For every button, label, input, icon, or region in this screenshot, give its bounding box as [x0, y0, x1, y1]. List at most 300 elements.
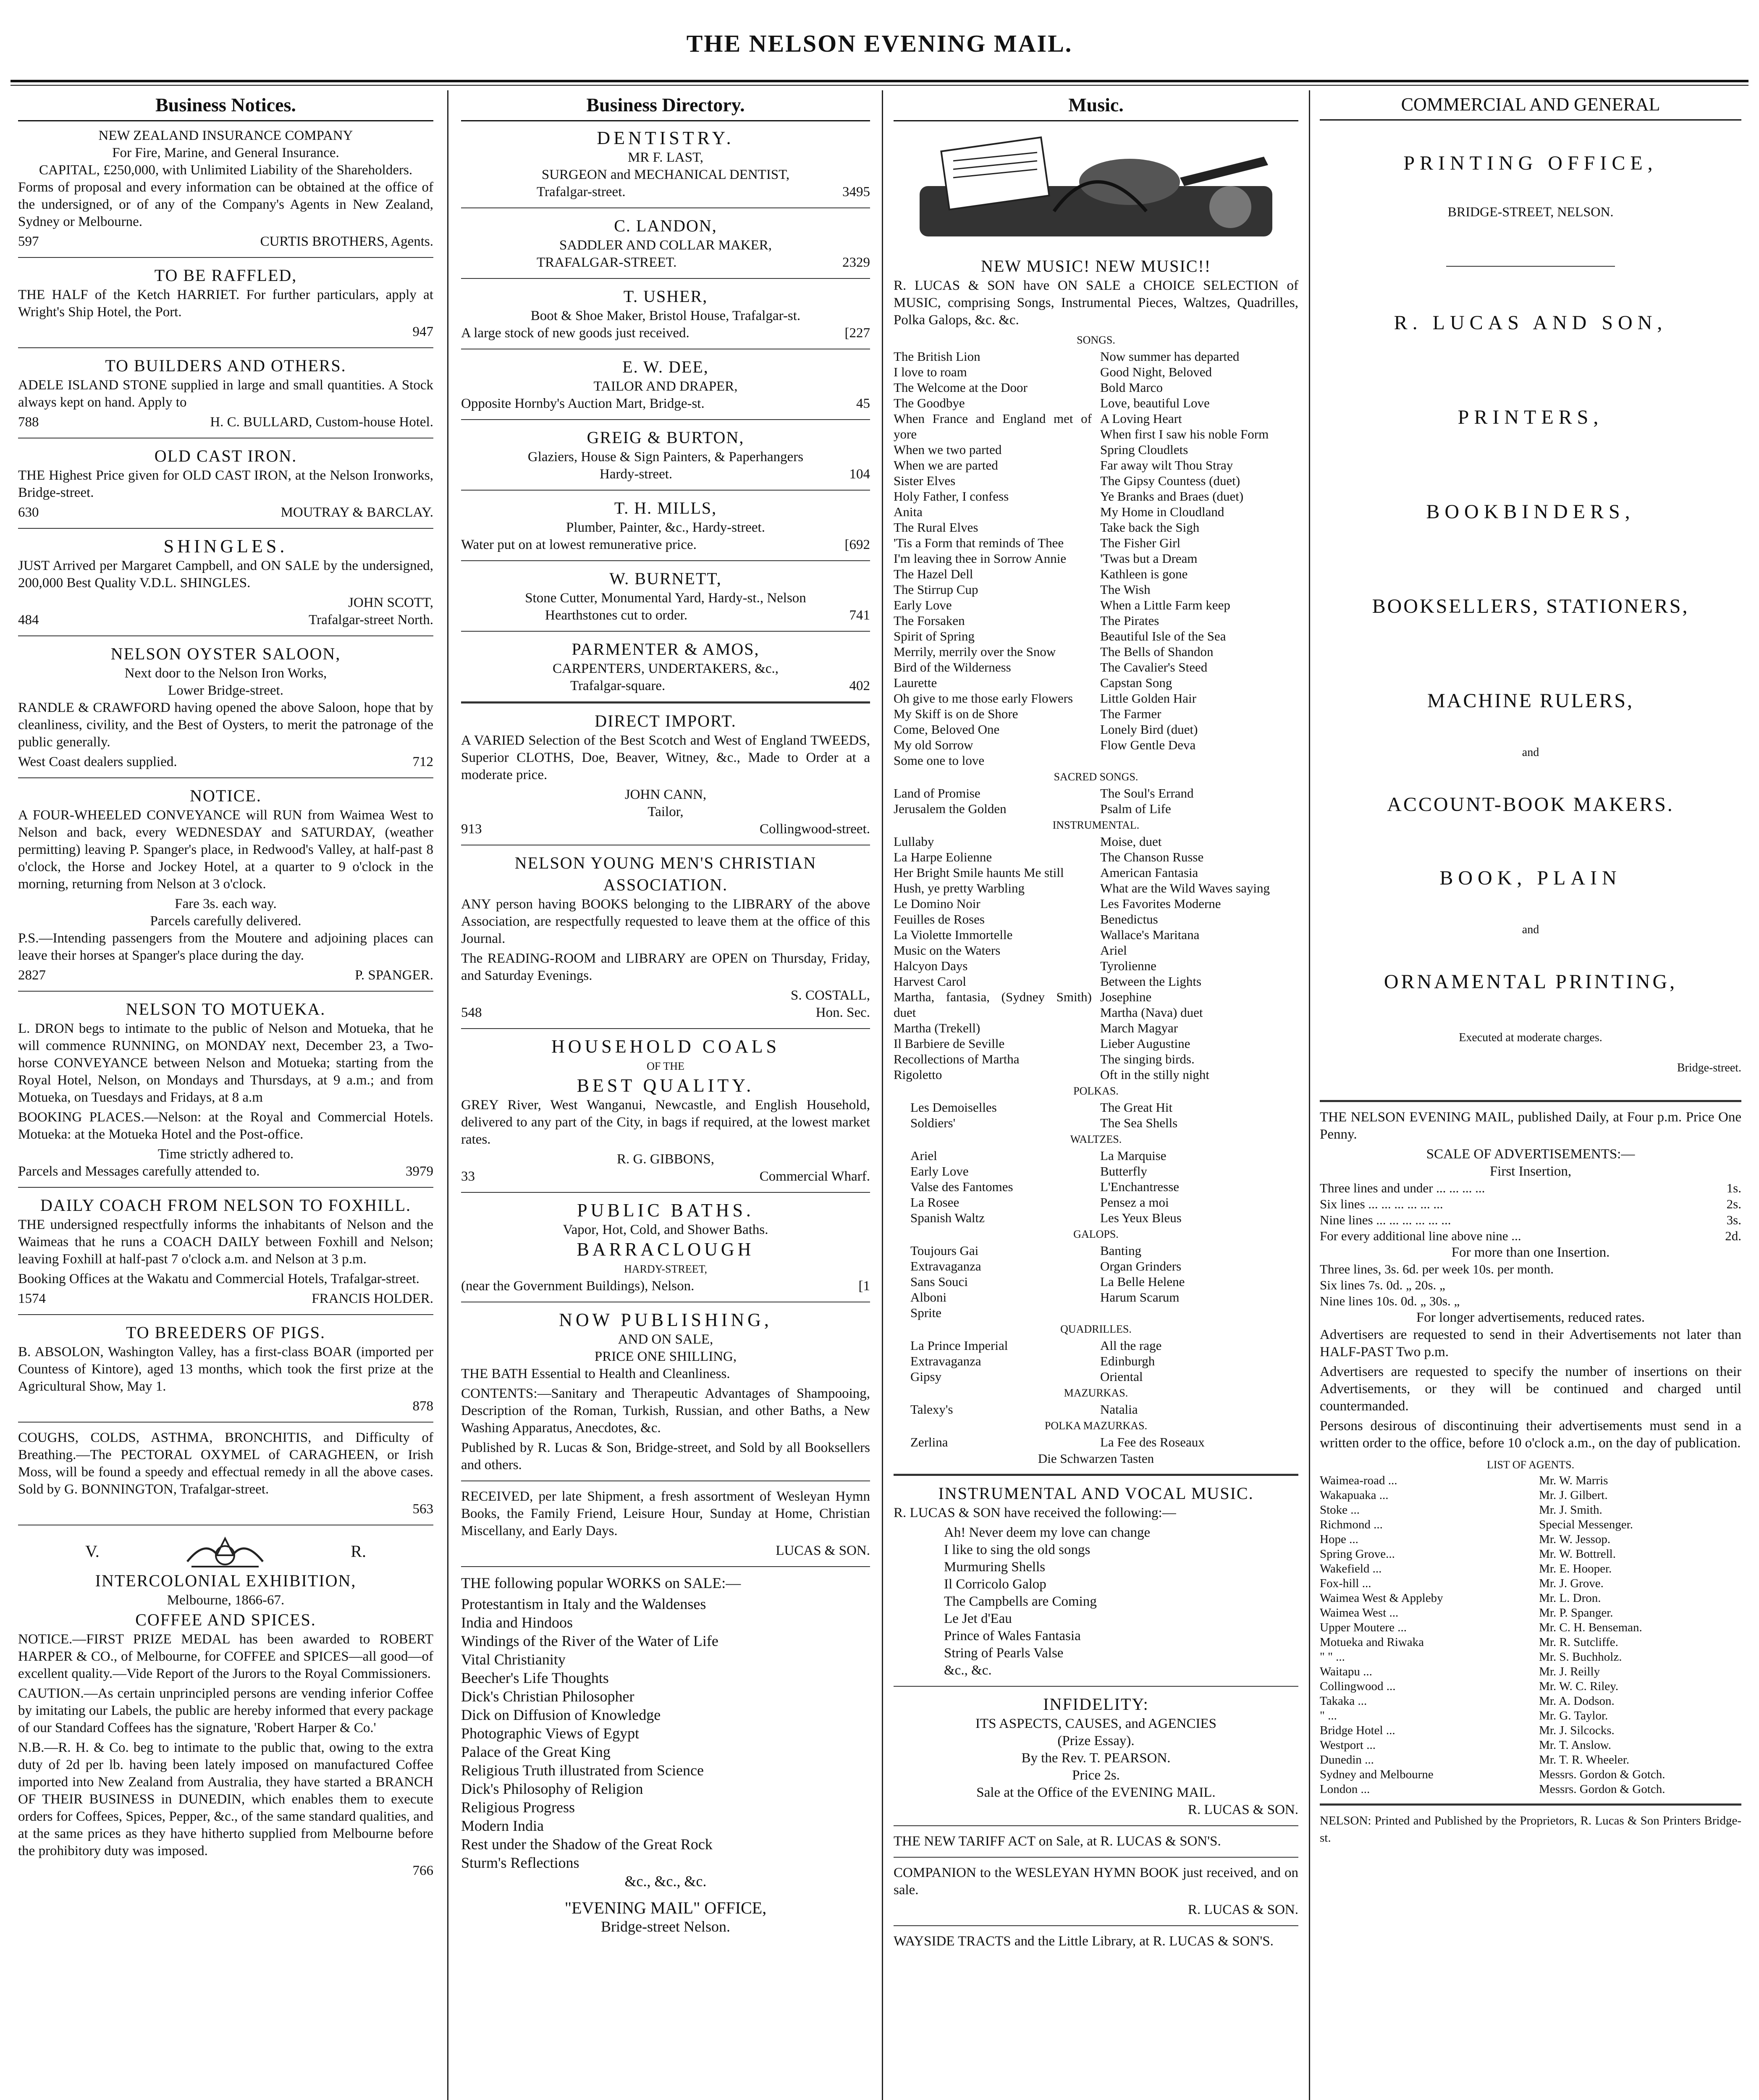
- list-item: Nine lines 10s. 0d. „ 30s. „: [1320, 1294, 1460, 1308]
- list-item: Martha (Nava) duet: [1100, 1005, 1203, 1020]
- list-item: My Skiff is on de Shore: [894, 706, 1018, 721]
- ad-number: [692: [844, 537, 870, 552]
- list-item: Beautiful Isle of the Sea: [1100, 629, 1226, 643]
- list-item: The Great Hit: [1100, 1100, 1173, 1115]
- list-item: American Fantasia: [1100, 865, 1198, 880]
- ad-number: 741: [849, 608, 870, 623]
- list-item: Le Jet d'Eau: [944, 1611, 1012, 1626]
- list-item: Lonely Bird (duet): [1100, 722, 1198, 737]
- ad-popular-works: [461, 1574, 870, 1936]
- rate-label: Three lines and under ... ... ... ...: [1320, 1181, 1485, 1195]
- list-item: Kathleen is gone: [1100, 567, 1188, 581]
- list-item: Soldiers': [910, 1116, 956, 1130]
- list-column: [910, 1338, 1092, 1384]
- list-item: Benedictus: [1100, 912, 1158, 927]
- section-label: WALTZES.: [1070, 1133, 1122, 1145]
- agent-row: [1320, 1650, 1741, 1664]
- list-item: Rigoletto: [894, 1067, 942, 1082]
- list-item: Hush, ye pretty Warbling: [894, 881, 1025, 895]
- ad-direct-import: [461, 710, 870, 838]
- agent-place: London ...: [1320, 1782, 1370, 1796]
- agent-name: Mr. T. R. Wheeler.: [1539, 1753, 1630, 1767]
- masthead-rule: [10, 80, 1749, 82]
- agent-row: [1320, 1723, 1741, 1738]
- ad-number: 104: [849, 467, 870, 482]
- list-item: The Goodbye: [894, 396, 965, 410]
- section-label: GALOPS.: [1073, 1228, 1119, 1240]
- list-column: [1100, 834, 1298, 1082]
- section-label: INSTRUMENTAL.: [1052, 819, 1140, 831]
- ad-body: GREY River, West Wanganui, Newcastle, and English Household, delivered to any part of the City, in bags if required, at the lowest market rates.: [461, 1097, 870, 1147]
- rate-row: [1320, 1196, 1741, 1212]
- agent-row: [1320, 1635, 1741, 1650]
- ad-heading: PARMENTER & AMOS,: [571, 640, 760, 659]
- ad-heading: BOOKBINDERS,: [1426, 501, 1635, 523]
- list-item: Rest under the Shadow of the Great Rock: [461, 1836, 713, 1853]
- list-item: Some one to love: [894, 753, 985, 768]
- rate-price: 1s.: [1726, 1181, 1741, 1195]
- list-item: Flow Gentle Deva: [1100, 738, 1196, 752]
- list-item: Le Domino Noir: [894, 896, 980, 911]
- ad-body: Advertisers are requested to send in their Advertisements not later than HALF-PAST Two p.m.: [1320, 1327, 1741, 1360]
- ad-new-music: [894, 255, 1298, 1467]
- rate-label: For every additional line above nine ...: [1320, 1228, 1521, 1243]
- ad-body: WAYSIDE TRACTS and the Little Library, at R. LUCAS & SON'S.: [894, 1934, 1274, 1949]
- agent-place: Takaka ...: [1320, 1694, 1367, 1708]
- list-item: Banting: [1100, 1243, 1142, 1258]
- list-item: All the rage: [1100, 1338, 1162, 1353]
- column-business-directory: [454, 90, 878, 2100]
- list-item: Spanish Waltz: [910, 1210, 985, 1225]
- royal-cipher-left: V.: [85, 1541, 100, 1561]
- list-item: Feuilles de Roses: [894, 912, 985, 927]
- ad-heading: PUBLIC BATHS.: [577, 1200, 754, 1221]
- ad-address: (near the Government Buildings), Nelson.: [461, 1278, 695, 1294]
- ad-number: 766: [412, 1863, 433, 1878]
- ad-subheading: Next door to the Nelson Iron Works,: [124, 666, 327, 681]
- list-item: Land of Promise: [894, 786, 980, 801]
- list-item: 'Tis a Form that reminds of Thee: [894, 536, 1064, 550]
- list-item: Harum Scarum: [1100, 1290, 1180, 1305]
- list-item: Far away wilt Thou Stray: [1100, 458, 1233, 472]
- list-item: 'Twas but a Dream: [1100, 551, 1198, 566]
- ad-number: 913: [461, 822, 482, 837]
- ad-line: TAILOR AND DRAPER,: [593, 379, 738, 394]
- list-item: The Pirates: [1100, 613, 1159, 628]
- column-rule: [1309, 90, 1310, 2100]
- list-item: Six lines 7s. 0d. „ 20s. „: [1320, 1278, 1445, 1292]
- ad-signature: West Coast dealers supplied.: [18, 754, 177, 769]
- list-item: What are the Wild Waves saying: [1100, 881, 1270, 895]
- ad-signature: P. SPANGER.: [355, 968, 433, 983]
- list-item: Jerusalem the Golden: [894, 801, 1007, 816]
- list-item: Psalm of Life: [1100, 801, 1171, 816]
- list-item: Ariel: [910, 1148, 937, 1163]
- agent-name: Mr. W. Bottrell.: [1539, 1547, 1616, 1561]
- agent-row: [1320, 1753, 1741, 1767]
- ad-subheading: First Insertion,: [1489, 1164, 1572, 1179]
- ad-line: Plumber, Painter, &c., Hardy-street.: [566, 520, 765, 535]
- ad-body: COUGHS, COLDS, ASTHMA, BRONCHITIS, and Difficulty of Breathing.—The PECTORAL OXYMEL of CARAGHEEN, or Irish Moss, will be found a speedy and effectual remedy in all the above cases. Sold by G. BONNINGTON, Trafalgar-street.: [18, 1430, 433, 1497]
- list-item: The Cavalier's Steed: [1100, 660, 1208, 675]
- ad-body: L. DRON begs to intimate to the public of Nelson and Motueka, that he will commence RUNNING, on MONDAY next, December 23, a Two-horse CONVEYANCE between Nelson and Motueka; starting from the Royal Hotel, Nelson, on Mondays and Thursdays, at 9 a.m.; and from Motueka, on Tuesdays and Fridays, at 8 a.m: [18, 1021, 433, 1105]
- ad-address: Water put on at lowest remunerative price.: [461, 537, 697, 552]
- list-column: [910, 1100, 1092, 1131]
- agent-place: Sydney and Melbourne: [1320, 1768, 1434, 1781]
- sacred-list: [894, 785, 1298, 816]
- ad-line: For longer advertisements, reduced rates.: [1416, 1310, 1645, 1325]
- ad-body: RECEIVED, per late Shipment, a fresh assortment of Wesleyan Hymn Books, the Family Friend, Leisure Hour, Sunday at Home, Christian Miscellany, and Early Days.: [461, 1489, 870, 1538]
- section-label: QUADRILLES.: [1060, 1323, 1132, 1335]
- ad-household-coals: [461, 1036, 870, 1185]
- ad-heading: TO BREEDERS OF PIGS.: [126, 1323, 325, 1342]
- ad-heading: SHINGLES.: [163, 536, 288, 556]
- list-item: A Loving Heart: [1100, 411, 1182, 426]
- list-column: [910, 1434, 1092, 1450]
- list-item: Merrily, merrily over the Snow: [894, 644, 1056, 659]
- list-item: The singing birds.: [1100, 1052, 1195, 1066]
- column-heading: COMMERCIAL AND GENERAL: [1320, 90, 1741, 121]
- list-item: Laurette: [894, 675, 937, 690]
- agent-place: " " ...: [1320, 1650, 1345, 1664]
- agent-row: [1320, 1503, 1741, 1517]
- rate-row: [1320, 1180, 1741, 1196]
- ad-signature: R. G. GIBBONS,: [617, 1152, 714, 1167]
- list-item: Lieber Augustine: [1100, 1036, 1190, 1051]
- ad-address: A large stock of new goods just received.: [461, 326, 689, 341]
- ad-heading: "EVENING MAIL" OFFICE,: [564, 1898, 767, 1917]
- ad-body: P.S.—Intending passengers from the Moutere and adjoining places can leave their horses at Spanger's place during the day.: [18, 931, 433, 963]
- agent-place: Collingwood ...: [1320, 1680, 1396, 1693]
- ad-wayside: [894, 1933, 1298, 1950]
- mazurkas-list: [894, 1402, 1298, 1417]
- list-item: Tyrolienne: [1100, 958, 1156, 973]
- agent-row: [1320, 1606, 1741, 1620]
- ad-body: A VARIED Selection of the Best Scotch and West of England TWEEDS, Superior CLOTHS, Doe, Beaver, Witney, &c., Made to Order at a moderate price.: [461, 733, 870, 782]
- ad-line: HARDY-STREET,: [624, 1263, 708, 1275]
- ad-signature: LUCAS & SON.: [776, 1543, 870, 1558]
- agent-name: Messrs. Gordon & Gotch.: [1539, 1768, 1665, 1781]
- ad-vocal-music: [894, 1483, 1298, 1679]
- list-item: Take back the Sigh: [1100, 520, 1200, 535]
- ad-heading: GREIG & BURTON,: [587, 428, 744, 447]
- ad-line: Executed at moderate charges.: [1459, 1031, 1602, 1044]
- ad-subheading: ITS ASPECTS, CAUSES, and AGENCIES: [975, 1716, 1216, 1731]
- column-business-notices: [10, 90, 441, 2100]
- agent-place: Hope ...: [1320, 1533, 1358, 1546]
- list-item: Wallace's Maritana: [1100, 927, 1200, 942]
- ad-heading: BOOKSELLERS, STATIONERS,: [1372, 595, 1689, 617]
- agent-name: Mr. P. Spanger.: [1539, 1606, 1613, 1620]
- ad-line: SURGEON and MECHANICAL DENTIST,: [541, 167, 790, 182]
- list-item: Come, Beloved One: [894, 722, 1000, 737]
- list-item: Sturm's Reflections: [461, 1854, 579, 1871]
- list-item: The Rural Elves: [894, 520, 978, 535]
- list-column: [1100, 1338, 1282, 1384]
- column-heading: Business Notices.: [18, 90, 433, 121]
- list-item: The Chanson Russe: [1100, 850, 1204, 864]
- ad-line: CARPENTERS, UNDERTAKERS, &c.,: [552, 661, 779, 676]
- column-music: [886, 90, 1306, 2100]
- waltzes-list: [894, 1148, 1298, 1226]
- agent-name: Mr. G. Taylor.: [1539, 1709, 1608, 1722]
- list-item: Martha, fantasia, (Sydney Smith) duet: [894, 990, 1092, 1020]
- list-item: I'm leaving thee in Sorrow Annie: [894, 551, 1067, 566]
- list-item: Ah! Never deem my love can change: [944, 1525, 1151, 1540]
- list-item: Palace of the Great King: [461, 1743, 611, 1760]
- list-item: Bird of the Wilderness: [894, 660, 1011, 675]
- ad-heading: NELSON YOUNG MEN'S CHRISTIAN ASSOCIATION.: [514, 853, 817, 894]
- ad-heading: TO BUILDERS AND OTHERS.: [105, 356, 346, 375]
- list-item: Il Corricolo Galop: [944, 1577, 1046, 1592]
- ad-line: &c., &c., &c.: [624, 1873, 707, 1890]
- ad-pigs: [18, 1322, 433, 1415]
- ad-subheading: CAPITAL, £250,000, with Unlimited Liability of the Shareholders.: [39, 163, 413, 178]
- agent-row: [1320, 1620, 1741, 1635]
- list-item: The Campbells are Coming: [944, 1594, 1097, 1609]
- ad-heading: MACHINE RULERS,: [1427, 690, 1634, 712]
- ad-body: Advertisers are requested to specify the number of insertions on their Advertisements, or they will be continued and charged until countermanded.: [1320, 1364, 1741, 1414]
- ad-coughs: [18, 1429, 433, 1518]
- agent-name: Mr. W. C. Riley.: [1539, 1680, 1619, 1693]
- dir-parmenter-amos: [461, 638, 870, 695]
- agent-row: [1320, 1488, 1741, 1503]
- list-item: Zerlina: [910, 1435, 948, 1449]
- ad-line: Parcels and Messages carefully attended to.: [18, 1164, 260, 1179]
- list-item: Spirit of Spring: [894, 629, 975, 643]
- ad-body: THE NELSON EVENING MAIL, published Daily, at Four p.m. Price One Penny.: [1320, 1110, 1741, 1142]
- ad-body: THE undersigned respectfully informs the inhabitants of Nelson and the Waimeas that he runs a COACH DAILY between Foxhill and Nelson; leaving Foxhill at half-past 7 o'clock a.m. and Nelson at 3 p.m.: [18, 1217, 433, 1267]
- ad-number: 630: [18, 505, 39, 520]
- ad-line: By the Rev. T. PEARSON.: [1021, 1751, 1171, 1766]
- list-item: When first I saw his noble Form: [1100, 427, 1269, 441]
- ad-line: Boot & Shoe Maker, Bristol House, Trafalgar-st.: [530, 308, 801, 323]
- ad-heading: T. USHER,: [623, 287, 708, 306]
- list-item: Holy Father, I confess: [894, 489, 1009, 504]
- agent-name: Special Messenger.: [1539, 1518, 1633, 1531]
- masthead: THE NELSON EVENING MAIL.: [686, 30, 1073, 57]
- ad-number: 3979: [406, 1164, 433, 1179]
- agents-table: [1320, 1473, 1741, 1797]
- ad-line: Stone Cutter, Monumental Yard, Hardy-st., Nelson: [525, 591, 806, 606]
- list-item: &c., &c.: [944, 1663, 992, 1678]
- agent-name: Mr. A. Dodson.: [1539, 1694, 1615, 1708]
- list-item: Early Love: [910, 1164, 969, 1179]
- list-item: Protestantism in Italy and the Waldenses: [461, 1596, 706, 1612]
- list-item: Butterfly: [1100, 1164, 1147, 1179]
- ad-heading: ACCOUNT-BOOK MAKERS.: [1387, 793, 1674, 816]
- ad-body: N.B.—R. H. & Co. beg to intimate to the public that, owing to the extra duty of 2d per lb. having been lately imposed on manufactured Coffee imported into New Zealand from Australia, they have started a BRANCH OF THEIR BUSINESS in DUNEDIN, which enables them to execute orders for Coffees, Spices, Pepper, &c., of the same standard qualities, and at the same prices as they have hitherto supplied from Melbourne before the prohibitory duty was imposed.: [18, 1740, 433, 1858]
- column-rule: [882, 90, 883, 2100]
- ad-address: Trafalgar-square.: [570, 678, 666, 693]
- list-item: Gipsy: [910, 1369, 942, 1384]
- ad-body: R. LUCAS & SON have received the following:—: [894, 1505, 1176, 1520]
- list-item: Toujours Gai: [910, 1243, 979, 1258]
- agent-row: [1320, 1664, 1741, 1679]
- list-item: L'Enchantresse: [1100, 1179, 1180, 1194]
- ad-number: 33: [461, 1169, 475, 1184]
- ad-number: 2329: [842, 255, 870, 270]
- dir-mills: [461, 497, 870, 554]
- list-item: Martha (Trekell): [894, 1021, 980, 1035]
- section-label: SACRED SONGS.: [1054, 771, 1138, 783]
- list-item: The Hazel Dell: [894, 567, 973, 581]
- ad-address: Trafalgar-street.: [537, 184, 626, 200]
- list-item: Murmuring Shells: [944, 1559, 1046, 1575]
- royal-arms-icon: [179, 1532, 271, 1570]
- ad-body: Published by R. Lucas & Son, Bridge-street, and Sold by all Booksellers and others.: [461, 1440, 870, 1473]
- ad-heading: T. H. MILLS,: [614, 499, 717, 517]
- list-column: [1100, 1402, 1282, 1417]
- dir-usher: [461, 286, 870, 342]
- ad-number: 597: [18, 234, 39, 249]
- list-item: Prince of Wales Fantasia: [944, 1628, 1081, 1643]
- ad-line: MR F. LAST,: [627, 150, 704, 165]
- ad-subheading: Melbourne, 1866-67.: [167, 1593, 285, 1608]
- list-column: [910, 1402, 1092, 1417]
- ad-heading: ORNAMENTAL PRINTING,: [1384, 971, 1678, 993]
- list-item: The Gipsy Countess (duet): [1100, 473, 1240, 488]
- list-item: The Fisher Girl: [1100, 536, 1181, 550]
- dir-dee: [461, 356, 870, 412]
- ad-body: R. LUCAS & SON have ON SALE a CHOICE SELECTION of MUSIC, comprising Songs, Instrumental Pieces, Waltzes, Quadrilles, Polka Galops, &c. &c.: [894, 278, 1298, 328]
- list-item: La Violette Immortelle: [894, 927, 1013, 942]
- ad-heading: BEST QUALITY.: [577, 1075, 755, 1096]
- column-rule: [447, 90, 448, 2100]
- agent-place: Waimea West & Appleby: [1320, 1591, 1443, 1605]
- list-item: Modern India: [461, 1817, 544, 1834]
- agent-name: Mr. T. Anslow.: [1539, 1738, 1611, 1752]
- list-item: Dick's Christian Philosopher: [461, 1688, 634, 1705]
- ad-address: Hearthstones cut to order.: [545, 608, 688, 623]
- ad-body: RANDLE & CRAWFORD having opened the above Saloon, hope that by cleanliness, civility, and the Best of Oysters, to merit the patronage of the public generally.: [18, 700, 433, 750]
- rate-table: [1320, 1261, 1741, 1309]
- ad-infidelity: [894, 1693, 1298, 1819]
- list-item: My Home in Cloudland: [1100, 504, 1224, 519]
- ad-line: SADDLER AND COLLAR MAKER,: [559, 238, 772, 253]
- list-item: Natalia: [1100, 1402, 1138, 1417]
- ad-motueka: [18, 998, 433, 1180]
- dir-burnett: [461, 568, 870, 624]
- ad-heading: DENTISTRY.: [597, 128, 734, 148]
- agent-row: [1320, 1591, 1741, 1606]
- list-item: Religious Truth illustrated from Science: [461, 1762, 704, 1779]
- list-item: Extravaganza: [910, 1259, 981, 1273]
- dir-dentistry: [461, 127, 870, 201]
- list-column: [894, 834, 1092, 1082]
- ad-body: THE Highest Price given for OLD CAST IRON, at the Nelson Ironworks, Bridge-street.: [18, 468, 433, 500]
- ad-heading: OLD CAST IRON.: [154, 446, 297, 465]
- ad-signature: Collingwood-street.: [759, 822, 870, 837]
- agent-place: Waimea West ...: [1320, 1606, 1399, 1620]
- list-item: I love to roam: [894, 365, 967, 379]
- ad-companion: [894, 1864, 1298, 1919]
- agent-place: Waimea-road ...: [1320, 1474, 1397, 1487]
- list-item: The Stirrup Cup: [894, 582, 978, 597]
- list-item: Vital Christianity: [461, 1651, 566, 1668]
- list-item: Oh give to me those early Flowers: [894, 691, 1073, 706]
- agent-name: Mr. J. Gilbert.: [1539, 1488, 1608, 1502]
- list-item: Bold Marco: [1100, 380, 1163, 395]
- ad-body: THE BATH Essential to Health and Cleanliness.: [461, 1366, 730, 1381]
- ad-signature: JOHN CANN,: [624, 787, 707, 802]
- agent-name: Mr. L. Dron.: [1539, 1591, 1601, 1605]
- list-item: Ye Branks and Braes (duet): [1100, 489, 1244, 504]
- list-item: Les Demoiselles: [910, 1100, 997, 1115]
- ad-shingles: [18, 536, 433, 629]
- ad-signature: Commercial Wharf.: [759, 1169, 870, 1184]
- ad-builders: [18, 355, 433, 431]
- list-item: Alboni: [910, 1290, 947, 1305]
- ad-public-baths: [461, 1200, 870, 1295]
- agent-place: Richmond ...: [1320, 1518, 1383, 1531]
- rate-label: Six lines ... ... ... ... ... ...: [1320, 1197, 1443, 1211]
- list-item: La Harpe Eolienne: [894, 850, 992, 864]
- ad-signature: Hon. Sec.: [815, 1005, 870, 1020]
- ad-heading: NOW PUBLISHING,: [559, 1310, 772, 1330]
- ad-body: ADELE ISLAND STONE supplied in large and small quantities. A Stock always kept on hand. Apply to: [18, 378, 433, 410]
- agent-place: Bridge Hotel ...: [1320, 1724, 1395, 1737]
- list-item: Music on the Waters: [894, 943, 1001, 958]
- list-item: Ariel: [1100, 943, 1127, 958]
- list-item: The Welcome at the Door: [894, 380, 1028, 395]
- ad-number: 712: [412, 754, 433, 769]
- polka-mazurkas-list: [894, 1434, 1298, 1450]
- list-item: Les Favorites Moderne: [1100, 896, 1221, 911]
- ad-body: COMPANION to the WESLEYAN HYMN BOOK just received, and on sale.: [894, 1865, 1298, 1898]
- ad-line: Time strictly adhered to.: [157, 1147, 294, 1162]
- ad-heading: HOUSEHOLD COALS: [551, 1036, 780, 1057]
- agent-name: Mr. E. Hooper.: [1539, 1562, 1612, 1575]
- agent-name: Mr. J. Smith.: [1539, 1503, 1602, 1517]
- galops-list: [894, 1243, 1298, 1320]
- rate-label: Nine lines ... ... ... ... ... ...: [1320, 1213, 1451, 1227]
- ad-address: Bridge-street.: [1677, 1061, 1741, 1074]
- rate-price: 2d.: [1725, 1228, 1741, 1243]
- list-item: Now summer has departed: [1100, 349, 1240, 364]
- ad-nz-insurance: [18, 127, 433, 250]
- list-item: Edinburgh: [1100, 1354, 1155, 1368]
- section-label: MAZURKAS.: [1064, 1387, 1128, 1399]
- agent-place: Stoke ...: [1320, 1503, 1360, 1517]
- ad-number: [1: [858, 1278, 870, 1294]
- ad-heading: TO BE RAFFLED,: [154, 266, 297, 285]
- list-item: Dick's Philosophy of Religion: [461, 1780, 643, 1797]
- ad-heading: NOTICE.: [190, 786, 262, 805]
- list-item: Three lines, 3s. 6d. per week 10s. per month.: [1320, 1262, 1554, 1276]
- agent-name: Mr. C. H. Benseman.: [1539, 1621, 1642, 1634]
- agent-name: Messrs. Gordon & Gotch.: [1539, 1782, 1665, 1796]
- list-item: The Soul's Errand: [1100, 786, 1194, 801]
- ad-signature: MOUTRAY & BARCLAY.: [280, 505, 433, 520]
- list-item: Dick on Diffusion of Knowledge: [461, 1706, 661, 1723]
- ad-notice-conveyance: [18, 785, 433, 984]
- agent-name: Mr. R. Sutcliffe.: [1539, 1635, 1618, 1649]
- instrumental-list: [894, 834, 1298, 1082]
- ad-heading: BOOK, PLAIN: [1439, 867, 1622, 889]
- ad-number: 45: [856, 396, 870, 411]
- ad-body: ANY person having BOOKS belonging to the LIBRARY of the above Association, are respectfully requested to leave them at the office of this Journal.: [461, 897, 870, 946]
- list-item: Sprite: [910, 1305, 942, 1320]
- agent-place: Dunedin ...: [1320, 1753, 1374, 1767]
- ad-heading: W. BURNETT,: [609, 569, 722, 588]
- list-item: The Wish: [1100, 582, 1151, 597]
- list-column: [1100, 349, 1298, 768]
- list-item: Oriental: [1100, 1369, 1143, 1384]
- list-item: When we two parted: [894, 442, 1002, 457]
- list-item: Extravaganza: [910, 1354, 981, 1368]
- ad-body: THE following popular WORKS on SALE:—: [461, 1575, 741, 1591]
